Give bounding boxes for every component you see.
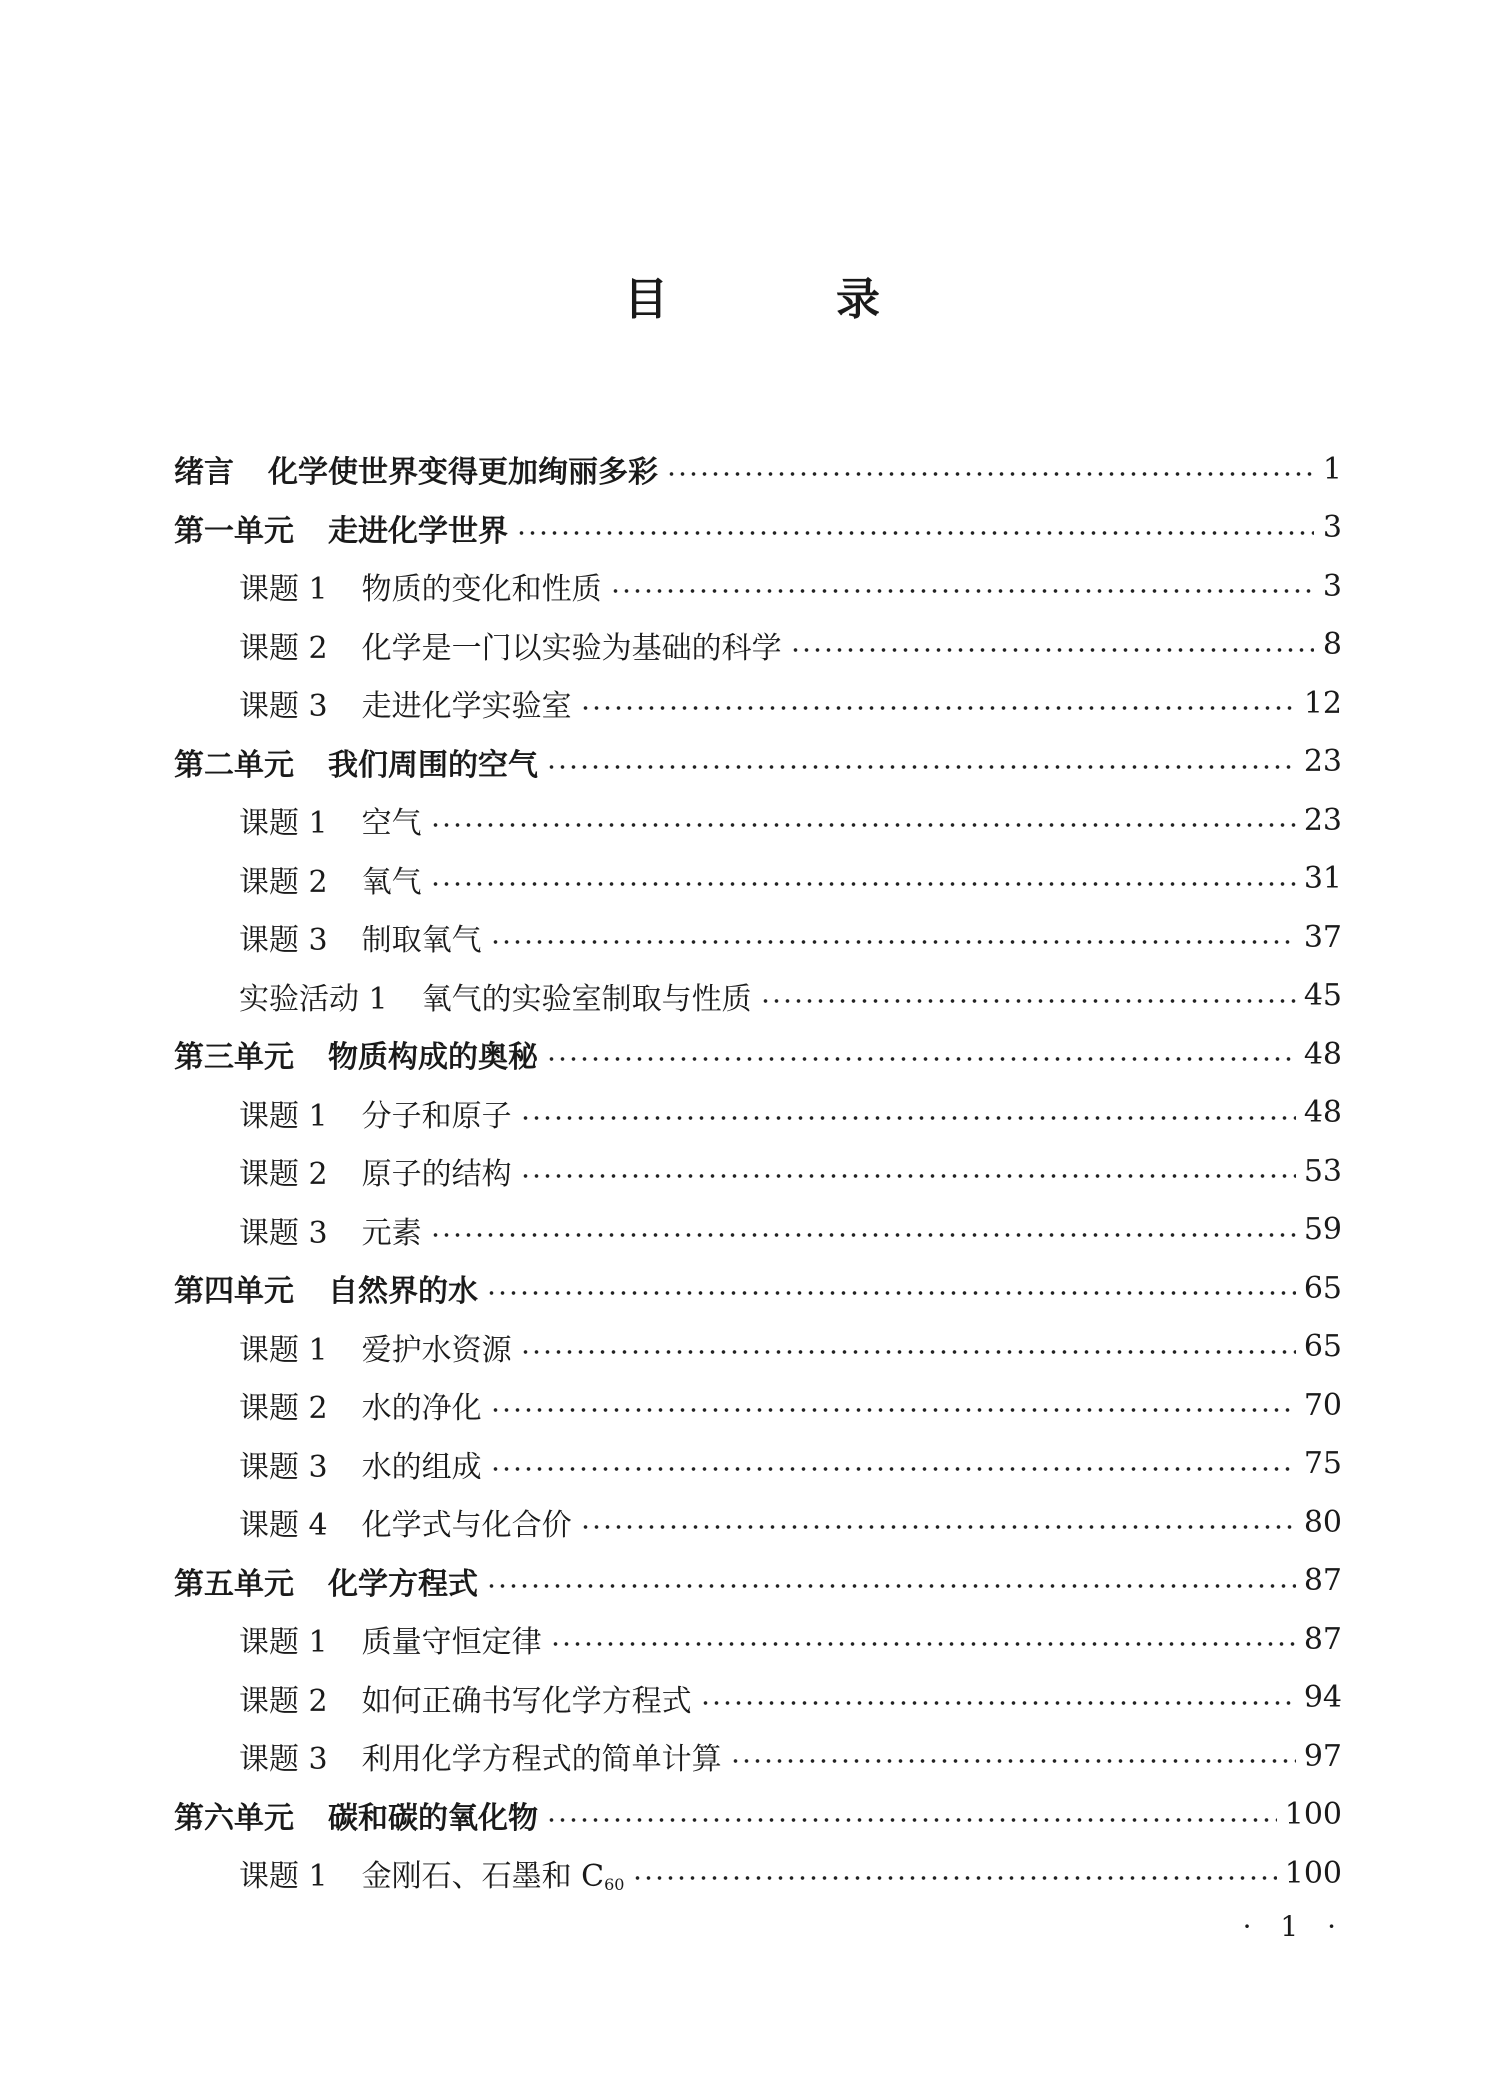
dot-leader (490, 1408, 1296, 1412)
toc-lesson-entry[interactable] (239, 1669, 1342, 1727)
toc-lesson-entry[interactable] (239, 908, 1342, 966)
dot-leader (516, 531, 1314, 535)
entry-title (362, 1442, 482, 1486)
toc-lesson-entry[interactable] (239, 1318, 1342, 1376)
entry-prefix: 课题 3 (239, 1449, 328, 1485)
entry-page-number: 53 (1303, 1153, 1342, 1189)
entry-title-text: 制取氧气 (361, 923, 482, 958)
entry-prefix: 课题 1 (239, 1859, 328, 1894)
toc-lesson-entry[interactable] (239, 1201, 1342, 1259)
dot-leader (790, 648, 1314, 652)
entry-prefix: 实验活动 1 (239, 981, 388, 1017)
toc-lesson-entry[interactable] (239, 1727, 1342, 1785)
entry-page-number: 87 (1303, 1621, 1342, 1657)
entry-page-number: 23 (1303, 744, 1342, 779)
entry-title-text: 利用化学方程式的简单计算 (361, 1742, 722, 1777)
entry-title (328, 1793, 538, 1837)
entry-prefix: 第四单元 (174, 1274, 294, 1309)
entry-page-number: 94 (1303, 1680, 1342, 1715)
entry-prefix: 课题 3 (239, 923, 328, 958)
entry-prefix: 课题 1 (239, 1625, 328, 1660)
toc-unit-entry[interactable] (174, 1552, 1342, 1610)
entry-title (362, 1500, 572, 1544)
dot-leader (430, 882, 1296, 886)
dot-leader (666, 472, 1314, 476)
dot-leader (490, 1467, 1296, 1471)
entry-title (362, 798, 422, 842)
dot-leader (520, 1350, 1296, 1354)
entry-title-text: 氧气 (361, 864, 422, 900)
toc-lesson-entry[interactable] (239, 791, 1342, 849)
entry-title (328, 1032, 538, 1076)
dot-leader (632, 1876, 1276, 1880)
page-title: 目 录 (624, 274, 942, 325)
entry-title-text: 我们周围的空气 (328, 747, 538, 783)
entry-prefix: 第三单元 (174, 1040, 294, 1075)
entry-page-number: 1 (1322, 451, 1342, 487)
entry-page-number: 8 (1322, 627, 1342, 662)
entry-title (362, 1325, 512, 1369)
toc-lesson-entry[interactable] (239, 674, 1342, 732)
entry-title (268, 447, 658, 491)
entry-prefix: 绪言 (174, 455, 234, 490)
entry-page-number: 100 (1284, 1855, 1342, 1891)
toc-unit-entry[interactable] (174, 1786, 1342, 1844)
entry-prefix: 课题 3 (239, 1215, 328, 1251)
entry-page-number: 12 (1303, 685, 1342, 721)
dot-leader (430, 823, 1296, 827)
entry-title (328, 740, 538, 784)
entry-page-number: 45 (1303, 978, 1342, 1013)
dot-leader (550, 1642, 1296, 1646)
page-number: · 1 · (1242, 1910, 1346, 1943)
entry-title-text: 化学方程式 (328, 1566, 478, 1602)
toc-unit-entry[interactable] (174, 733, 1342, 791)
entry-page-number: 48 (1303, 1036, 1342, 1072)
entry-page-number: 70 (1303, 1387, 1342, 1423)
entry-page-number: 65 (1303, 1270, 1342, 1306)
entry-title-text: 空气 (361, 806, 422, 841)
entry-title-text: 如何正确书写化学方程式 (361, 1683, 692, 1719)
entry-page-number: 100 (1284, 1797, 1342, 1832)
toc-lesson-entry[interactable] (239, 1084, 1342, 1142)
entry-prefix: 课题 2 (239, 630, 328, 666)
entry-title-subscript: 60 (604, 1875, 625, 1894)
entry-title-text: 化学是一门以实验为基础的科学 (361, 630, 782, 666)
entry-prefix: 课题 2 (239, 1683, 328, 1719)
entry-title (362, 1091, 512, 1135)
dot-leader (486, 1584, 1296, 1588)
entry-prefix: 第六单元 (174, 1800, 294, 1836)
toc-unit-entry[interactable] (174, 1259, 1342, 1317)
entry-page-number: 3 (1322, 510, 1342, 545)
entry-title (362, 857, 422, 901)
entry-prefix: 课题 3 (239, 689, 328, 724)
entry-title (362, 1734, 722, 1778)
entry-title (362, 915, 482, 959)
dot-leader (430, 1233, 1296, 1237)
entry-page-number: 75 (1303, 1446, 1342, 1481)
toc-lesson-entry[interactable] (239, 616, 1342, 674)
toc-unit-entry[interactable] (174, 440, 1342, 498)
entry-prefix: 课题 1 (239, 1332, 328, 1368)
entry-title (362, 1851, 625, 1895)
toc-lesson-entry[interactable] (239, 557, 1342, 615)
entry-title-text: 氧气的实验室制取与性质 (421, 981, 752, 1017)
entry-title-text: 水的净化 (361, 1391, 482, 1426)
dot-leader (580, 1525, 1296, 1529)
entry-prefix: 课题 2 (239, 864, 328, 900)
entry-title (362, 1676, 692, 1720)
entry-page-number: 97 (1303, 1738, 1342, 1774)
entry-title-text: 化学式与化合价 (361, 1508, 572, 1543)
entry-title (362, 1208, 422, 1252)
entry-page-number: 23 (1303, 802, 1342, 838)
dot-leader (760, 999, 1296, 1003)
entry-title-text: 原子的结构 (361, 1157, 512, 1192)
entry-page-number: 65 (1303, 1329, 1342, 1364)
toc-lesson-entry[interactable] (239, 1844, 1342, 1902)
entry-page-number: 31 (1303, 861, 1342, 896)
entry-title-text: 走进化学实验室 (361, 689, 572, 724)
toc-unit-entry[interactable] (174, 499, 1342, 557)
toc-lesson-entry[interactable] (239, 1142, 1342, 1200)
toc-lesson-entry[interactable] (239, 967, 1342, 1025)
entry-title-text: 物质构成的奥秘 (328, 1040, 538, 1075)
entry-prefix: 第一单元 (174, 513, 294, 549)
entry-title-text: 物质的变化和性质 (361, 572, 602, 607)
dot-leader (490, 940, 1296, 944)
entry-title-text: 水的组成 (361, 1449, 482, 1485)
entry-title-text: 化学使世界变得更加绚丽多彩 (268, 455, 658, 490)
entry-title-text: 元素 (361, 1215, 422, 1251)
entry-page-number: 87 (1303, 1563, 1342, 1598)
entry-title-text: 走进化学世界 (328, 513, 508, 549)
entry-prefix: 课题 1 (239, 572, 328, 607)
entry-title (362, 1149, 512, 1193)
dot-leader (546, 765, 1296, 769)
dot-leader (730, 1759, 1296, 1763)
entry-title (362, 681, 572, 725)
dot-leader (520, 1174, 1296, 1178)
entry-page-number: 37 (1303, 919, 1342, 955)
entry-title-text: 金刚石、石墨和 C (361, 1859, 605, 1894)
entry-prefix: 课题 2 (239, 1157, 328, 1192)
entry-prefix: 课题 1 (239, 1098, 328, 1134)
dot-leader (520, 1116, 1296, 1120)
entry-page-number: 80 (1303, 1504, 1342, 1540)
entry-title-text: 分子和原子 (361, 1098, 512, 1134)
entry-title-text: 自然界的水 (328, 1274, 478, 1309)
entry-prefix: 课题 2 (239, 1391, 328, 1426)
toc-lesson-entry[interactable] (239, 1610, 1342, 1668)
toc-lesson-entry[interactable] (239, 1435, 1342, 1493)
dot-leader (546, 1057, 1296, 1061)
entry-prefix: 课题 1 (239, 806, 328, 841)
entry-title-text: 碳和碳的氧化物 (328, 1800, 538, 1836)
entry-prefix: 课题 3 (239, 1742, 328, 1777)
entry-title (422, 974, 752, 1018)
dot-leader (700, 1701, 1296, 1705)
dot-leader (610, 589, 1314, 593)
entry-page-number: 48 (1303, 1095, 1342, 1130)
entry-title (362, 1383, 482, 1427)
entry-title (362, 564, 602, 608)
toc-lesson-entry[interactable] (239, 850, 1342, 908)
entry-prefix: 第五单元 (174, 1566, 294, 1602)
entry-title (328, 1559, 478, 1603)
entry-title (328, 1266, 478, 1310)
entry-title-text: 质量守恒定律 (361, 1625, 542, 1660)
dot-leader (580, 706, 1296, 710)
entry-title (362, 1617, 542, 1661)
toc-lesson-entry[interactable] (239, 1493, 1342, 1551)
entry-page-number: 59 (1303, 1212, 1342, 1247)
toc-lesson-entry[interactable] (239, 1376, 1342, 1434)
entry-title (328, 506, 508, 550)
entry-prefix: 第二单元 (174, 747, 294, 783)
entry-page-number: 3 (1322, 568, 1342, 604)
dot-leader (546, 1818, 1277, 1822)
entry-prefix: 课题 4 (239, 1508, 328, 1543)
entry-title-text: 爱护水资源 (361, 1332, 512, 1368)
toc-unit-entry[interactable] (174, 1025, 1342, 1083)
dot-leader (486, 1291, 1296, 1295)
entry-title (362, 623, 782, 667)
